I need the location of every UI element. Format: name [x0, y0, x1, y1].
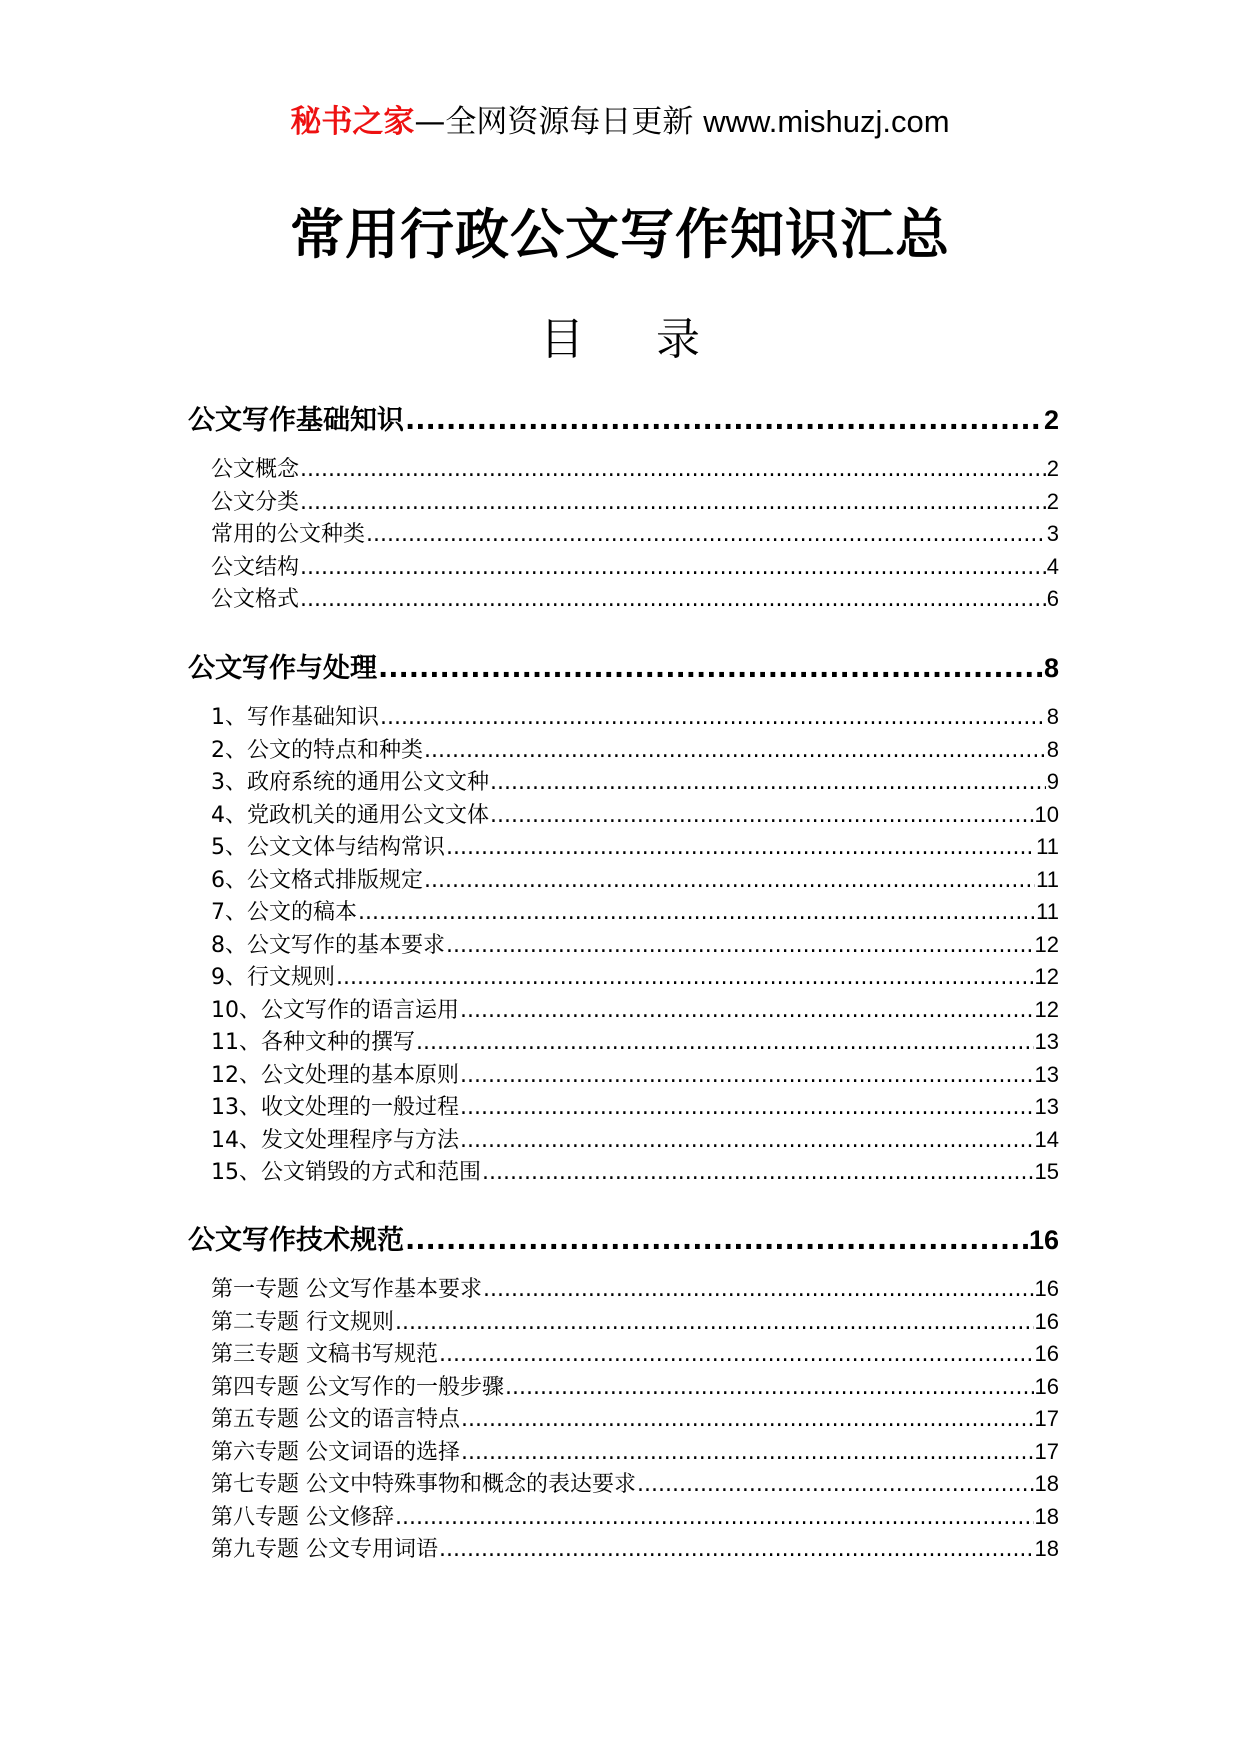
toc-item-entry[interactable]	[211, 1372, 1059, 1403]
toc-page-number: 3	[1046, 521, 1059, 546]
toc-item-label: 11、各种文种的撰写	[211, 1030, 415, 1055]
toc-heading-right: 录	[656, 314, 700, 365]
toc-page-number: 18	[1034, 1503, 1059, 1529]
toc-page-number: 16	[1034, 1308, 1059, 1334]
dot-leader	[439, 1535, 1034, 1565]
toc-page-number: 17	[1034, 1438, 1059, 1464]
toc-item-entry[interactable]	[211, 995, 1059, 1026]
toc-page-number: 12	[1034, 964, 1059, 989]
toc-item-entry[interactable]	[211, 1274, 1059, 1305]
toc-page-number: 6	[1046, 586, 1059, 611]
toc-item-label: 1、写作基础知识	[211, 705, 379, 730]
toc-page-number: 11	[1036, 834, 1059, 859]
toc-item-label: 12、公文处理的基本原则	[211, 1062, 459, 1088]
toc-item-entry[interactable]	[211, 1307, 1059, 1338]
toc-section-entry[interactable]	[188, 650, 1059, 687]
dot-leader	[416, 1028, 1034, 1058]
toc-page-number: 11	[1036, 899, 1059, 924]
dot-leader	[366, 520, 1046, 550]
toc-page-number: 16	[1034, 1341, 1059, 1366]
toc-heading-left: 目	[540, 314, 584, 365]
toc-item-label: 第八专题 公文修辞	[211, 1504, 394, 1530]
toc-page-number: 18	[1034, 1471, 1059, 1496]
dot-leader	[395, 1503, 1034, 1533]
toc-item-label: 第六专题 公文词语的选择	[211, 1439, 460, 1465]
dot-leader	[380, 703, 1046, 733]
dot-leader	[460, 996, 1034, 1026]
toc-item-label: 5、公文文体与结构常识	[211, 835, 445, 860]
dot-leader	[460, 1126, 1034, 1156]
toc-item-entry[interactable]	[211, 552, 1059, 583]
dot-leader	[300, 553, 1046, 583]
dot-leader	[460, 1093, 1034, 1123]
toc-page-number: 18	[1034, 1536, 1059, 1561]
toc-item-entry[interactable]	[211, 1502, 1059, 1533]
toc-item-label: 第七专题 公文中特殊事物和概念的表达要求	[211, 1472, 636, 1497]
dot-leader	[300, 488, 1046, 518]
dot-leader	[483, 1275, 1034, 1305]
dot-leader	[505, 1373, 1034, 1403]
toc-page-number: 13	[1034, 1094, 1059, 1119]
toc-page-number: 12	[1034, 931, 1059, 957]
toc-page-number: 8	[1046, 736, 1059, 762]
toc-page-number: 8	[1046, 704, 1059, 729]
toc-item-label: 公文结构	[211, 554, 300, 580]
toc-item-label: 第九专题 公文专用词语	[211, 1537, 438, 1562]
toc-page-number: 15	[1034, 1159, 1059, 1184]
toc-item-label: 4、党政机关的通用公文文体	[211, 802, 489, 828]
dot-leader	[637, 1470, 1034, 1500]
dot-leader	[461, 1405, 1034, 1435]
toc-page-number: 14	[1034, 1126, 1059, 1152]
toc-item-label: 公文概念	[211, 457, 300, 482]
dot-leader	[446, 833, 1035, 863]
toc-item-entry[interactable]	[211, 1027, 1059, 1058]
toc-item-entry[interactable]	[211, 800, 1059, 831]
toc-page-number: 4	[1046, 553, 1059, 579]
toc-item-label: 第一专题 公文写作基本要求	[211, 1277, 482, 1302]
document-title: 常用行政公文写作知识汇总	[290, 203, 950, 266]
toc-item-entry[interactable]	[211, 930, 1059, 961]
toc-item-entry[interactable]	[211, 519, 1059, 550]
toc-section-title: 公文写作基础知识	[188, 405, 404, 436]
toc-item-entry[interactable]	[211, 454, 1059, 485]
dot-leader	[405, 403, 1043, 439]
toc-section-entry[interactable]	[188, 1222, 1059, 1259]
toc-item-entry[interactable]	[211, 1534, 1059, 1565]
toc-item-label: 8、公文写作的基本要求	[211, 932, 445, 958]
toc-page-number: 13	[1034, 1029, 1059, 1054]
toc-item-entry[interactable]	[211, 1437, 1059, 1468]
toc-page-number: 13	[1034, 1061, 1059, 1087]
dot-leader	[424, 736, 1046, 766]
toc-item-entry[interactable]	[211, 1404, 1059, 1435]
toc-item-entry[interactable]	[211, 1060, 1059, 1091]
header-slogan: —全网资源每日更新	[414, 104, 704, 140]
toc-item-label: 9、行文规则	[211, 965, 335, 990]
toc-page-number: 11	[1036, 866, 1059, 892]
toc-item-entry[interactable]	[211, 735, 1059, 766]
dot-leader	[358, 898, 1035, 928]
toc-item-entry[interactable]	[211, 702, 1059, 733]
toc-item-label: 15、公文销毁的方式和范围	[211, 1160, 481, 1185]
dot-leader	[424, 866, 1035, 896]
toc-item-label: 常用的公文种类	[211, 522, 366, 547]
dot-leader	[446, 931, 1034, 961]
toc-section-title: 公文写作技术规范	[188, 1225, 404, 1256]
toc-item-label: 14、发文处理程序与方法	[211, 1127, 459, 1153]
toc-item-entry[interactable]	[211, 767, 1059, 798]
dot-leader	[439, 1340, 1034, 1370]
toc-item-entry[interactable]	[211, 865, 1059, 896]
toc-item-entry[interactable]	[211, 962, 1059, 993]
toc-page-number: 12	[1034, 996, 1059, 1022]
toc-item-label: 第五专题 公文的语言特点	[211, 1407, 460, 1432]
toc-page-number: 2	[1046, 488, 1059, 514]
toc-item-label: 第四专题 公文写作的一般步骤	[211, 1374, 504, 1400]
toc-item-entry[interactable]	[211, 897, 1059, 928]
dot-leader	[300, 585, 1046, 615]
toc-item-label: 公文分类	[211, 489, 300, 515]
toc-item-entry[interactable]	[211, 1469, 1059, 1500]
dot-leader	[300, 455, 1046, 485]
dot-leader	[405, 1223, 1028, 1259]
toc-item-label: 7、公文的稿本	[211, 900, 357, 925]
toc-page-number: 17	[1034, 1406, 1059, 1431]
toc-page-number: 16	[1034, 1373, 1059, 1399]
dot-leader	[395, 1308, 1034, 1338]
website-link[interactable]: www.mishuzj.com	[703, 104, 950, 139]
toc-item-entry[interactable]	[211, 584, 1059, 615]
toc-item-entry[interactable]	[211, 1092, 1059, 1123]
toc-item-entry[interactable]	[211, 1125, 1059, 1156]
toc-page-number: 9	[1046, 769, 1059, 794]
toc-item-entry[interactable]	[211, 487, 1059, 518]
toc-item-label: 10、公文写作的语言运用	[211, 997, 459, 1023]
dot-leader	[490, 801, 1034, 831]
brand-name: 秘书之家	[290, 104, 415, 140]
toc-page-number: 10	[1034, 801, 1059, 827]
toc-item-entry[interactable]	[211, 1339, 1059, 1370]
dot-leader	[482, 1158, 1034, 1188]
toc-page-number: 8	[1043, 653, 1059, 683]
toc-item-label: 第二专题 行文规则	[211, 1309, 394, 1335]
toc-item-entry[interactable]	[211, 832, 1059, 863]
toc-section-entry[interactable]	[188, 402, 1059, 439]
toc-item-label: 13、收文处理的一般过程	[211, 1095, 459, 1120]
toc-item-label: 公文格式	[211, 587, 300, 612]
toc-item-entry[interactable]	[211, 1157, 1059, 1188]
dot-leader	[378, 651, 1043, 687]
toc-page-number: 16	[1034, 1276, 1059, 1301]
toc-page-number: 2	[1043, 405, 1059, 435]
toc-item-label: 3、政府系统的通用公文文种	[211, 770, 489, 795]
dot-leader	[336, 963, 1034, 993]
toc-item-label: 2、公文的特点和种类	[211, 737, 423, 763]
toc-page-number: 16	[1028, 1225, 1059, 1255]
toc-section-title: 公文写作与处理	[188, 653, 377, 684]
dot-leader	[490, 768, 1046, 798]
dot-leader	[461, 1438, 1034, 1468]
toc-item-label: 6、公文格式排版规定	[211, 867, 423, 893]
toc-item-label: 第三专题 文稿书写规范	[211, 1342, 438, 1367]
dot-leader	[460, 1061, 1034, 1091]
toc-page-number: 2	[1046, 456, 1059, 481]
